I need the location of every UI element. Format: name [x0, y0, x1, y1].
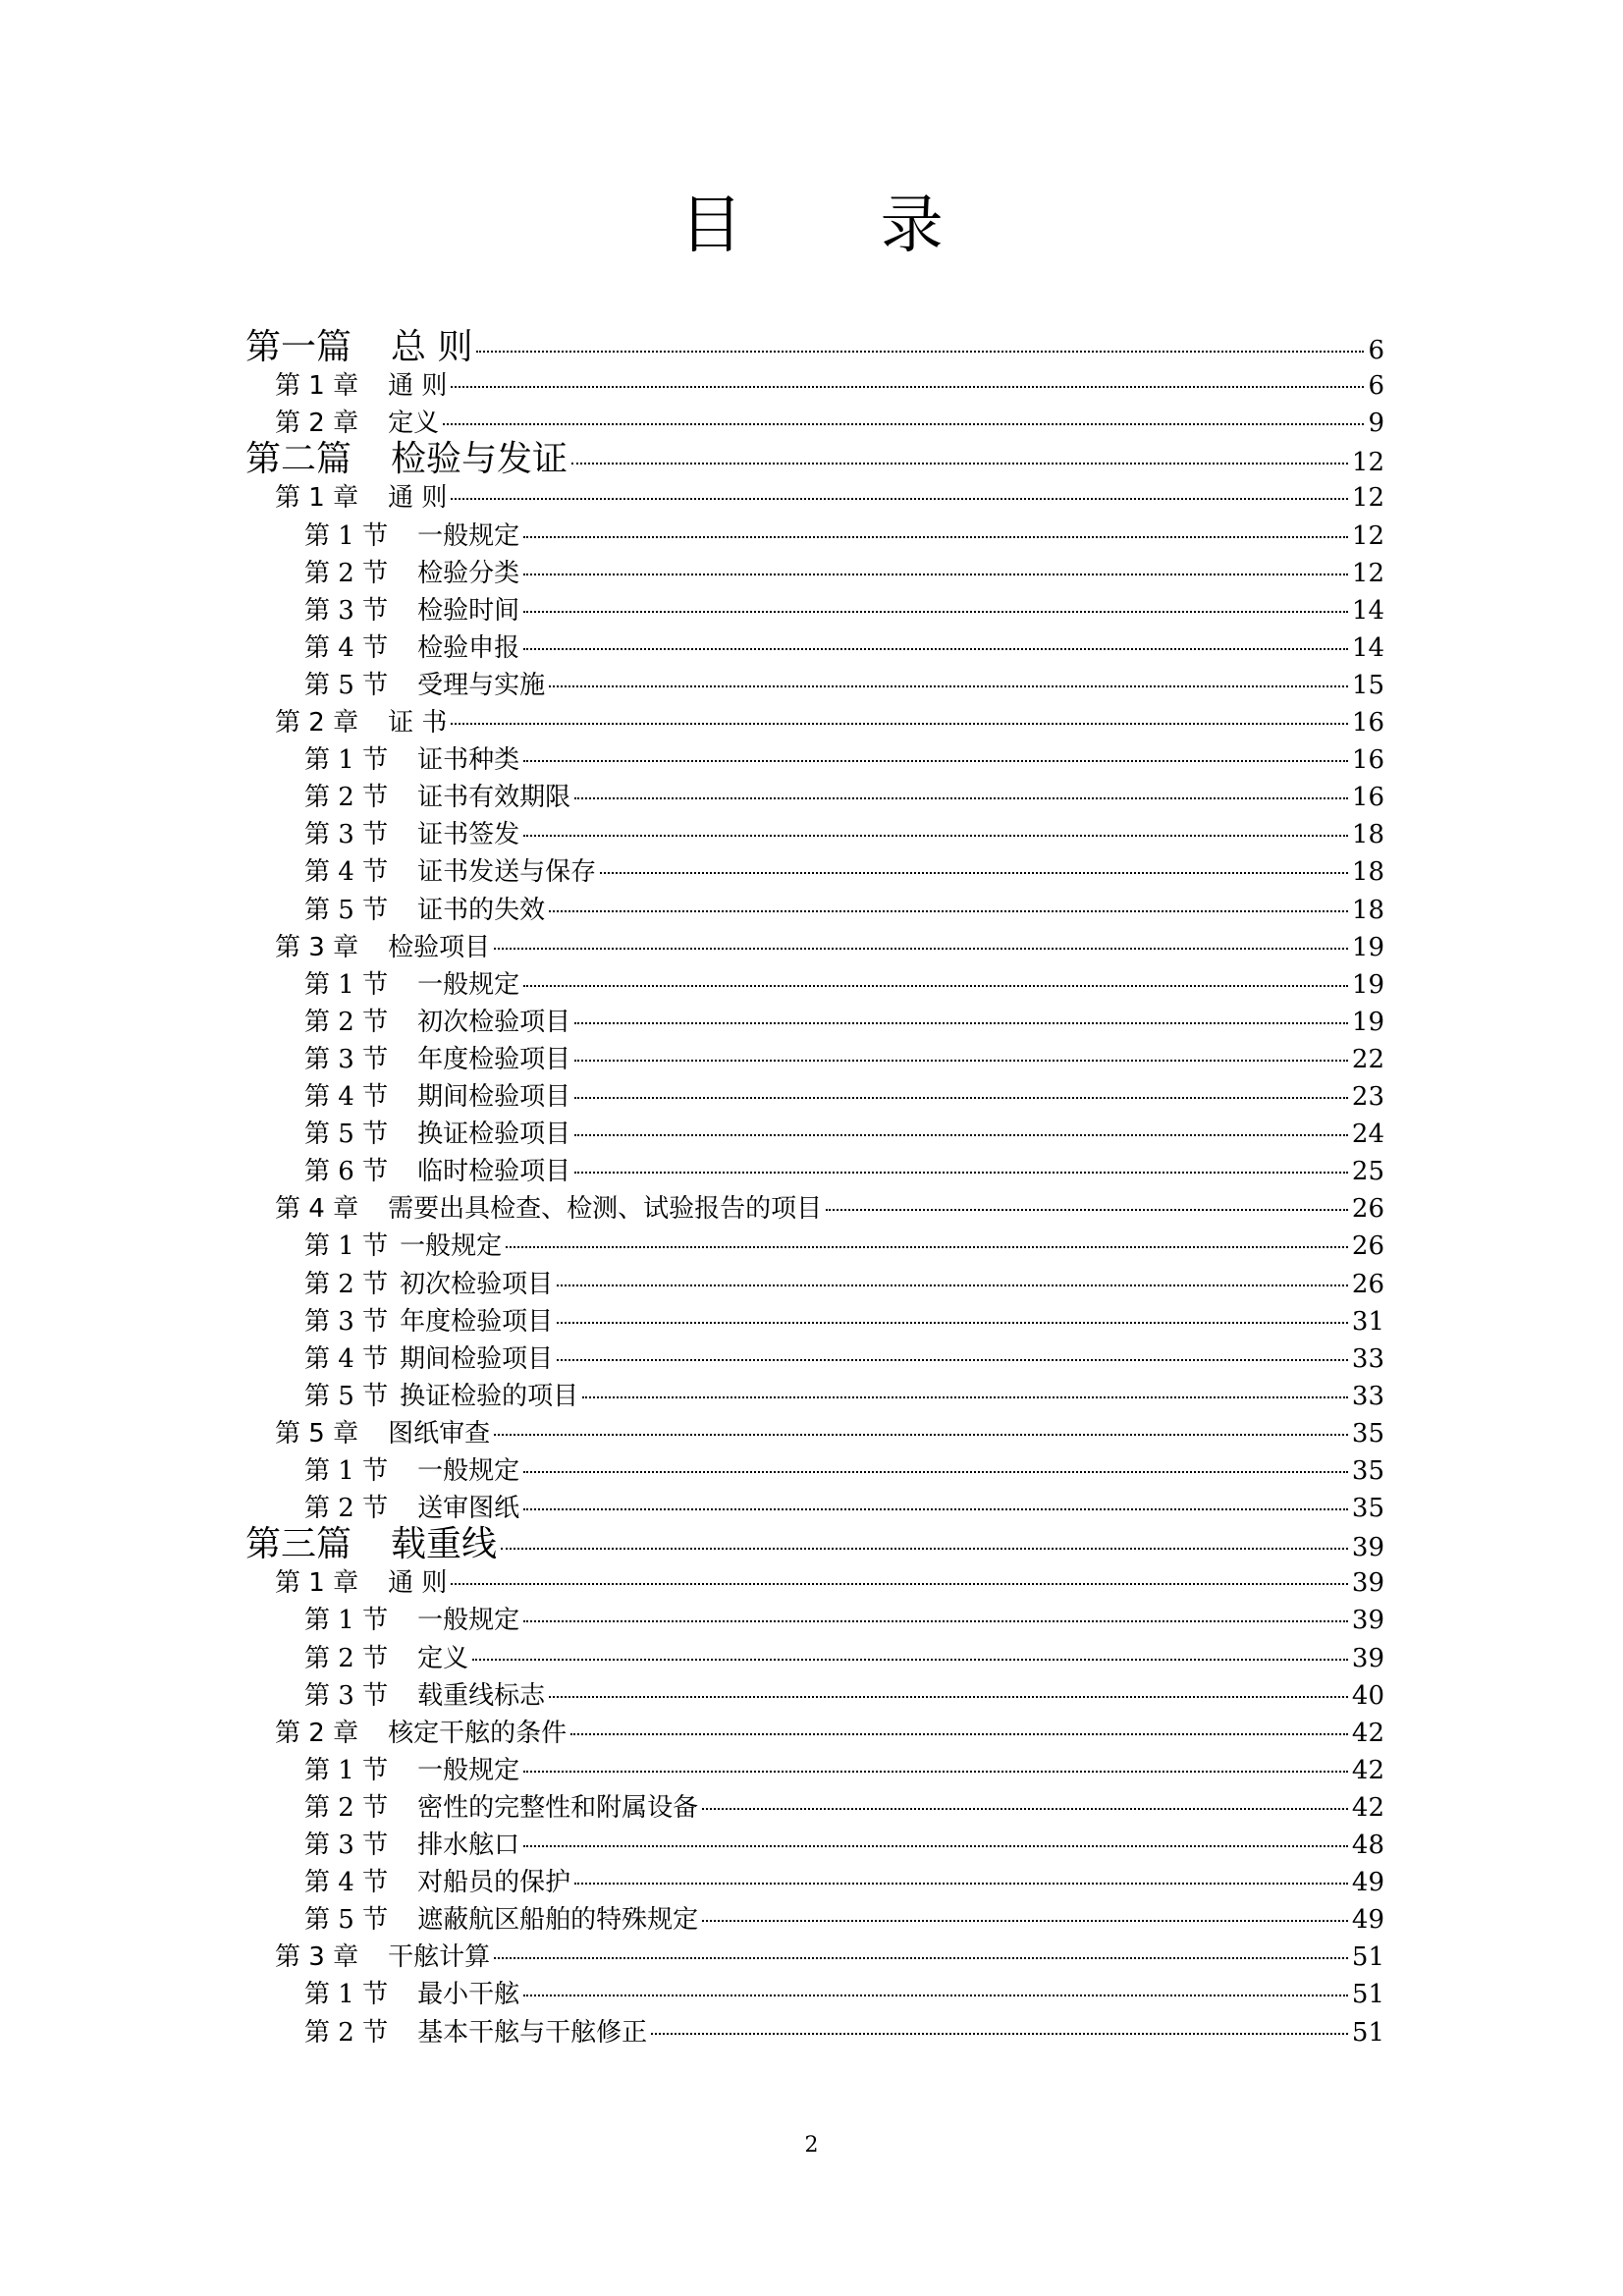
dot-leader [702, 1920, 1348, 1922]
toc-entry-page-number: 31 [1351, 1306, 1384, 1337]
toc-entry-level-3[interactable] [304, 1341, 1384, 1377]
toc-entry-title: 一般规定 [417, 520, 520, 551]
toc-entry-page-number: 39 [1351, 1533, 1384, 1563]
dot-leader [826, 1209, 1348, 1211]
dot-leader [451, 723, 1348, 725]
dot-leader [494, 1957, 1348, 1959]
toc-entry-page-number: 48 [1351, 1831, 1384, 1860]
dot-leader [523, 760, 1348, 762]
toc-entry-level-1[interactable] [245, 437, 1384, 482]
dot-leader [494, 1434, 1348, 1436]
toc-entry-heading: 第 1 节 [304, 969, 389, 1000]
toc-entry-heading: 第二篇 [245, 439, 352, 480]
toc-entry-title: 证书签发 [417, 820, 520, 850]
dot-leader [523, 835, 1348, 837]
toc-entry-heading: 第 5 章 [275, 1418, 359, 1449]
toc-entry-title: 载重线标志 [417, 1680, 546, 1711]
toc-entry-page-number: 16 [1351, 745, 1384, 776]
toc-entry-level-3[interactable] [304, 1117, 1384, 1152]
toc-entry-level-3[interactable] [304, 1154, 1384, 1189]
toc-entry-title: 临时检验项目 [417, 1157, 571, 1187]
toc-entry-heading: 第 6 节 [304, 1157, 389, 1187]
toc-entry-heading: 第 1 节 [304, 1231, 389, 1262]
toc-entry-heading: 第 2 节 [304, 558, 389, 588]
toc-entry-page-number: 51 [1351, 1942, 1384, 1973]
toc-entry-title: 定义 [417, 1643, 469, 1673]
toc-entry-heading: 第 3 节 [304, 595, 389, 626]
toc-entry-title: 证书的失效 [417, 895, 546, 925]
toc-entry-title: 检验时间 [417, 595, 520, 626]
toc-entry-label [245, 1522, 497, 1567]
toc-entry-label [275, 930, 490, 965]
dot-leader [476, 351, 1364, 353]
toc-entry-label [275, 1565, 447, 1601]
toc-entry-level-2[interactable] [275, 406, 1384, 441]
toc-entry-level-3[interactable] [304, 893, 1384, 928]
toc-entry-label [304, 1117, 570, 1152]
dot-leader [557, 1322, 1348, 1324]
toc-entry-heading: 第三篇 [245, 1524, 352, 1565]
toc-entry-level-3[interactable] [304, 1828, 1384, 1863]
toc-entry-heading: 第一篇 [245, 327, 352, 367]
toc-entry-level-3[interactable] [304, 967, 1384, 1003]
toc-entry-heading: 第 3 章 [275, 932, 359, 962]
toc-entry-title: 初次检验项目 [400, 1269, 554, 1299]
dot-leader [571, 463, 1348, 465]
page-number: 2 [804, 2133, 819, 2158]
toc-entry-level-2[interactable] [275, 480, 1384, 516]
toc-entry-heading: 第 4 节 [304, 1343, 389, 1374]
toc-entry-label [275, 705, 447, 740]
toc-entry-heading: 第 3 节 [304, 820, 389, 850]
toc-entry-label [304, 668, 545, 703]
toc-entry-heading: 第 3 节 [304, 1680, 389, 1711]
dot-leader [523, 1845, 1348, 1847]
toc-entry-page-number: 24 [1351, 1120, 1384, 1150]
toc-entry-heading: 第 2 节 [304, 783, 389, 813]
dot-leader [501, 1548, 1348, 1550]
toc-entry-label [304, 780, 570, 815]
toc-entry-label [304, 1865, 570, 1900]
toc-entry-title: 总 则 [391, 327, 473, 367]
toc-entry-title: 检验项目 [388, 932, 491, 962]
toc-entry-label [304, 1453, 519, 1489]
toc-entry-level-2[interactable] [275, 1940, 1384, 1975]
toc-entry-title: 年度检验项目 [417, 1044, 571, 1074]
toc-entry-page-number: 23 [1351, 1082, 1384, 1112]
toc-entry-level-2[interactable] [275, 705, 1384, 740]
toc-entry-label [304, 1828, 519, 1863]
toc-entry-label [304, 1753, 519, 1788]
toc-entry-label [304, 2015, 647, 2050]
toc-entry-page-number: 22 [1351, 1044, 1384, 1074]
toc-entry-title: 检验申报 [417, 632, 520, 663]
toc-entry-page-number: 35 [1351, 1494, 1384, 1524]
toc-entry-title: 证书有效期限 [417, 783, 571, 813]
dot-leader [523, 648, 1348, 650]
toc-entry-page-number: 35 [1351, 1456, 1384, 1486]
dot-leader [574, 1022, 1348, 1024]
toc-entry-page-number: 12 [1351, 448, 1384, 478]
toc-entry-level-3[interactable] [304, 556, 1384, 591]
toc-entry-label [304, 1379, 578, 1414]
toc-entry-title: 对船员的保护 [417, 1868, 571, 1898]
dot-leader [451, 1583, 1348, 1585]
toc-entry-page-number: 33 [1351, 1343, 1384, 1374]
dot-leader [582, 1396, 1348, 1398]
dot-leader [549, 910, 1348, 912]
toc-entry-page-number: 19 [1351, 1007, 1384, 1037]
toc-entry-title: 送审图纸 [417, 1494, 520, 1524]
toc-entry-level-3[interactable] [304, 1977, 1384, 2012]
toc-entry-heading: 第 4 节 [304, 857, 389, 888]
toc-entry-title: 排水舷口 [417, 1831, 520, 1860]
dot-leader [451, 498, 1348, 500]
toc-entry-heading: 第 5 节 [304, 1905, 389, 1936]
toc-entry-heading: 第 1 节 [304, 1980, 389, 2010]
dot-leader [523, 1508, 1348, 1510]
toc-entry-page-number: 14 [1351, 632, 1384, 663]
dot-leader [557, 1359, 1348, 1361]
page-title: 目 录 [679, 190, 1002, 262]
toc-entry-heading: 第 4 章 [275, 1194, 359, 1225]
toc-entry-title: 证 书 [388, 708, 448, 738]
toc-entry-page-number: 26 [1351, 1269, 1384, 1299]
toc-entry-label [304, 1977, 519, 2012]
toc-entry-page-number: 49 [1351, 1868, 1384, 1898]
toc-entry-label [245, 437, 568, 482]
toc-entry-label [275, 406, 439, 441]
toc-entry-heading: 第 2 章 [275, 409, 359, 439]
toc-entry-page-number: 51 [1351, 2017, 1384, 2048]
toc-entry-level-3[interactable] [304, 1267, 1384, 1302]
toc-entry-label [304, 1678, 545, 1714]
toc-entry-label [304, 1341, 553, 1377]
toc-entry-page-number: 42 [1351, 1755, 1384, 1785]
dot-leader [574, 797, 1348, 799]
toc-entry-level-3[interactable] [304, 1902, 1384, 1938]
toc-entry-label [275, 1716, 567, 1751]
toc-entry-level-2[interactable] [275, 1565, 1384, 1601]
toc-entry-level-2[interactable] [275, 368, 1384, 404]
toc-entry-title: 期间检验项目 [400, 1343, 554, 1374]
toc-entry-label [304, 1005, 570, 1040]
toc-entry-label [304, 854, 596, 890]
toc-entry-label [304, 1079, 570, 1115]
toc-entry-label [304, 593, 519, 629]
dot-leader [523, 611, 1348, 613]
toc-entry-label [304, 817, 519, 852]
toc-entry-title: 最小干舷 [417, 1980, 520, 2010]
toc-entry-heading: 第 3 节 [304, 1044, 389, 1074]
toc-entry-page-number: 40 [1351, 1680, 1384, 1711]
dot-leader [451, 386, 1364, 388]
toc-entry-page-number: 25 [1351, 1157, 1384, 1187]
toc-entry-page-number: 39 [1351, 1606, 1384, 1636]
toc-entry-heading: 第 2 节 [304, 1643, 389, 1673]
dot-leader [472, 1659, 1348, 1661]
toc-entry-level-3[interactable] [304, 630, 1384, 666]
toc-entry-heading: 第 2 节 [304, 1792, 389, 1823]
toc-entry-page-number: 15 [1351, 670, 1384, 700]
toc-entry-heading: 第 1 节 [304, 745, 389, 776]
toc-entry-heading: 第 4 节 [304, 1082, 389, 1112]
toc-entry-heading: 第 5 节 [304, 895, 389, 925]
toc-entry-heading: 第 2 章 [275, 708, 359, 738]
toc-entry-page-number: 35 [1351, 1418, 1384, 1449]
toc-entry-heading: 第 2 节 [304, 1494, 389, 1524]
toc-entry-label [245, 325, 472, 370]
toc-entry-label [304, 556, 519, 591]
toc-entry-heading: 第 1 节 [304, 1755, 389, 1785]
toc-entry-page-number: 16 [1351, 783, 1384, 813]
dot-leader [574, 1172, 1348, 1174]
toc-entry-heading: 第 2 节 [304, 2017, 389, 2048]
toc-entry-level-3[interactable] [304, 1491, 1384, 1526]
toc-entry-heading: 第 4 节 [304, 632, 389, 663]
toc-entry-page-number: 16 [1351, 708, 1384, 738]
toc-entry-level-3[interactable] [304, 1865, 1384, 1900]
dot-leader [523, 985, 1348, 987]
toc-entry-title: 定义 [388, 409, 440, 439]
toc-entry-title: 核定干舷的条件 [388, 1718, 568, 1748]
dot-leader [557, 1285, 1348, 1286]
dot-leader [523, 1771, 1348, 1773]
toc-entry-level-3[interactable] [304, 742, 1384, 778]
toc-entry-title: 年度检验项目 [400, 1306, 554, 1337]
toc-entry-level-3[interactable] [304, 1304, 1384, 1339]
toc-entry-page-number: 19 [1351, 932, 1384, 962]
toc-entry-label [304, 519, 519, 554]
toc-entry-title: 受理与实施 [417, 670, 546, 700]
toc-entry-level-3[interactable] [304, 854, 1384, 890]
toc-entry-page-number: 14 [1351, 595, 1384, 626]
toc-entry-page-number: 51 [1351, 1980, 1384, 2010]
toc-entry-page-number: 19 [1351, 969, 1384, 1000]
toc-entry-title: 载重线 [391, 1524, 498, 1565]
toc-entry-label [275, 1191, 822, 1227]
toc-entry-title: 图纸审查 [388, 1418, 491, 1449]
toc-entry-page-number: 42 [1351, 1718, 1384, 1748]
toc-entry-level-3[interactable] [304, 519, 1384, 554]
toc-entry-level-3[interactable] [304, 1042, 1384, 1077]
toc-entry-label [275, 1416, 490, 1451]
toc-entry-label [304, 1042, 570, 1077]
toc-entry-level-3[interactable] [304, 1678, 1384, 1714]
toc-entry-page-number: 6 [1368, 336, 1384, 365]
toc-entry-heading: 第 1 章 [275, 483, 359, 514]
toc-entry-title: 证书种类 [417, 745, 520, 776]
dot-leader [600, 872, 1348, 874]
toc-entry-heading: 第 3 节 [304, 1831, 389, 1860]
toc-entry-title: 证书发送与保存 [417, 857, 597, 888]
toc-entry-level-3[interactable] [304, 593, 1384, 629]
toc-entry-page-number: 12 [1351, 520, 1384, 551]
toc-entry-title: 通 则 [388, 483, 448, 514]
toc-entry-level-2[interactable] [275, 1416, 1384, 1451]
toc-entry-label [304, 1902, 698, 1938]
dot-leader [651, 2033, 1348, 2035]
toc-entry-heading: 第 1 节 [304, 520, 389, 551]
toc-entry-level-3[interactable] [304, 1005, 1384, 1040]
toc-entry-title: 换证检验的项目 [400, 1381, 579, 1411]
toc-entry-level-3[interactable] [304, 1453, 1384, 1489]
toc-entry-heading: 第 1 章 [275, 1568, 359, 1599]
dot-leader [506, 1246, 1348, 1248]
toc-entry-label [304, 1304, 553, 1339]
toc-entry-heading: 第 1 节 [304, 1456, 389, 1486]
toc-entry-title: 检验与发证 [391, 439, 568, 480]
toc-entry-title: 需要出具检查、检测、试验报告的项目 [388, 1194, 823, 1225]
toc-entry-title: 期间检验项目 [417, 1082, 571, 1112]
toc-entry-title: 一般规定 [417, 1606, 520, 1636]
toc-entry-page-number: 49 [1351, 1905, 1384, 1936]
dot-leader [523, 536, 1348, 538]
toc-entry-level-3[interactable] [304, 1641, 1384, 1676]
toc-entry-heading: 第 3 节 [304, 1306, 389, 1337]
toc-entry-title: 一般规定 [417, 1755, 520, 1785]
toc-entry-heading: 第 3 章 [275, 1942, 359, 1973]
toc-entry-heading: 第 4 节 [304, 1868, 389, 1898]
toc-entry-level-2[interactable] [275, 1716, 1384, 1751]
toc-entry-title: 遮蔽航区船舶的特殊规定 [417, 1905, 699, 1936]
toc-entry-page-number: 26 [1351, 1194, 1384, 1225]
toc-entry-page-number: 6 [1368, 371, 1384, 402]
dot-leader [523, 1620, 1348, 1622]
toc-entry-title: 一般规定 [417, 969, 520, 1000]
toc-entry-label [304, 742, 519, 778]
toc-entry-level-3[interactable] [304, 668, 1384, 703]
toc-entry-level-3[interactable] [304, 1229, 1384, 1264]
toc-entry-title: 基本干舷与干舷修正 [417, 2017, 648, 2048]
toc-entry-page-number: 33 [1351, 1381, 1384, 1411]
toc-entry-label [304, 1491, 519, 1526]
toc-entry-title: 通 则 [388, 1568, 448, 1599]
toc-entry-title: 通 则 [388, 371, 448, 402]
toc-entry-heading: 第 2 章 [275, 1718, 359, 1748]
toc-entry-label [304, 1790, 698, 1826]
toc-entry-level-3[interactable] [304, 1379, 1384, 1414]
toc-entry-page-number: 39 [1351, 1568, 1384, 1599]
toc-entry-level-2[interactable] [275, 930, 1384, 965]
toc-entry-heading: 第 2 节 [304, 1269, 389, 1299]
dot-leader [523, 1995, 1348, 1996]
dot-leader [574, 1060, 1348, 1062]
dot-leader [574, 1097, 1348, 1099]
toc-entry-level-3[interactable] [304, 2015, 1384, 2050]
dot-leader [443, 423, 1364, 425]
toc-entry-label [304, 1229, 502, 1264]
toc-entry-page-number: 26 [1351, 1231, 1384, 1262]
toc-entry-label [304, 630, 519, 666]
dot-leader [574, 1134, 1348, 1136]
toc-entry-label [275, 368, 447, 404]
toc-entry-title: 初次检验项目 [417, 1007, 571, 1037]
toc-entry-page-number: 12 [1351, 483, 1384, 514]
toc-entry-label [304, 1267, 553, 1302]
toc-entry-page-number: 39 [1351, 1643, 1384, 1673]
toc-entry-level-3[interactable] [304, 1603, 1384, 1638]
toc-entry-title: 密性的完整性和附属设备 [417, 1792, 699, 1823]
toc-entry-level-1[interactable] [245, 1522, 1384, 1567]
toc-entry-heading: 第 1 节 [304, 1606, 389, 1636]
toc-entry-level-2[interactable] [275, 1191, 1384, 1227]
toc-entry-level-1[interactable] [245, 325, 1384, 370]
toc-entry-label [275, 1940, 490, 1975]
dot-leader [549, 685, 1348, 687]
toc-entry-title: 检验分类 [417, 558, 520, 588]
toc-entry-heading: 第 1 章 [275, 371, 359, 402]
toc-entry-level-3[interactable] [304, 1753, 1384, 1788]
toc-entry-title: 换证检验项目 [417, 1120, 571, 1150]
toc-entry-page-number: 18 [1351, 857, 1384, 888]
dot-leader [574, 1883, 1348, 1885]
toc-entry-label [304, 967, 519, 1003]
toc-entry-page-number: 18 [1351, 895, 1384, 925]
toc-entry-heading: 第 5 节 [304, 670, 389, 700]
toc-entry-level-3[interactable] [304, 1079, 1384, 1115]
toc-entry-title: 一般规定 [400, 1231, 503, 1262]
toc-entry-label [304, 1154, 570, 1189]
toc-entry-level-3[interactable] [304, 1790, 1384, 1826]
toc-entry-page-number: 9 [1368, 409, 1384, 439]
toc-entry-title: 干舷计算 [388, 1942, 491, 1973]
toc-entry-heading: 第 5 节 [304, 1381, 389, 1411]
toc-entry-page-number: 42 [1351, 1792, 1384, 1823]
dot-leader [494, 948, 1348, 950]
toc-entry-label [304, 1641, 468, 1676]
toc-entry-label [275, 480, 447, 516]
toc-entry-label [304, 893, 545, 928]
dot-leader [523, 1471, 1348, 1473]
dot-leader [523, 574, 1348, 575]
toc-entry-title: 一般规定 [417, 1456, 520, 1486]
dot-leader [702, 1808, 1348, 1810]
toc-entry-level-3[interactable] [304, 817, 1384, 852]
toc-entry-label [304, 1603, 519, 1638]
toc-entry-heading: 第 2 节 [304, 1007, 389, 1037]
dot-leader [549, 1696, 1348, 1698]
toc-entry-page-number: 18 [1351, 820, 1384, 850]
toc-entry-heading: 第 5 节 [304, 1120, 389, 1150]
dot-leader [570, 1733, 1348, 1735]
toc-entry-level-3[interactable] [304, 780, 1384, 815]
toc-entry-page-number: 12 [1351, 558, 1384, 588]
